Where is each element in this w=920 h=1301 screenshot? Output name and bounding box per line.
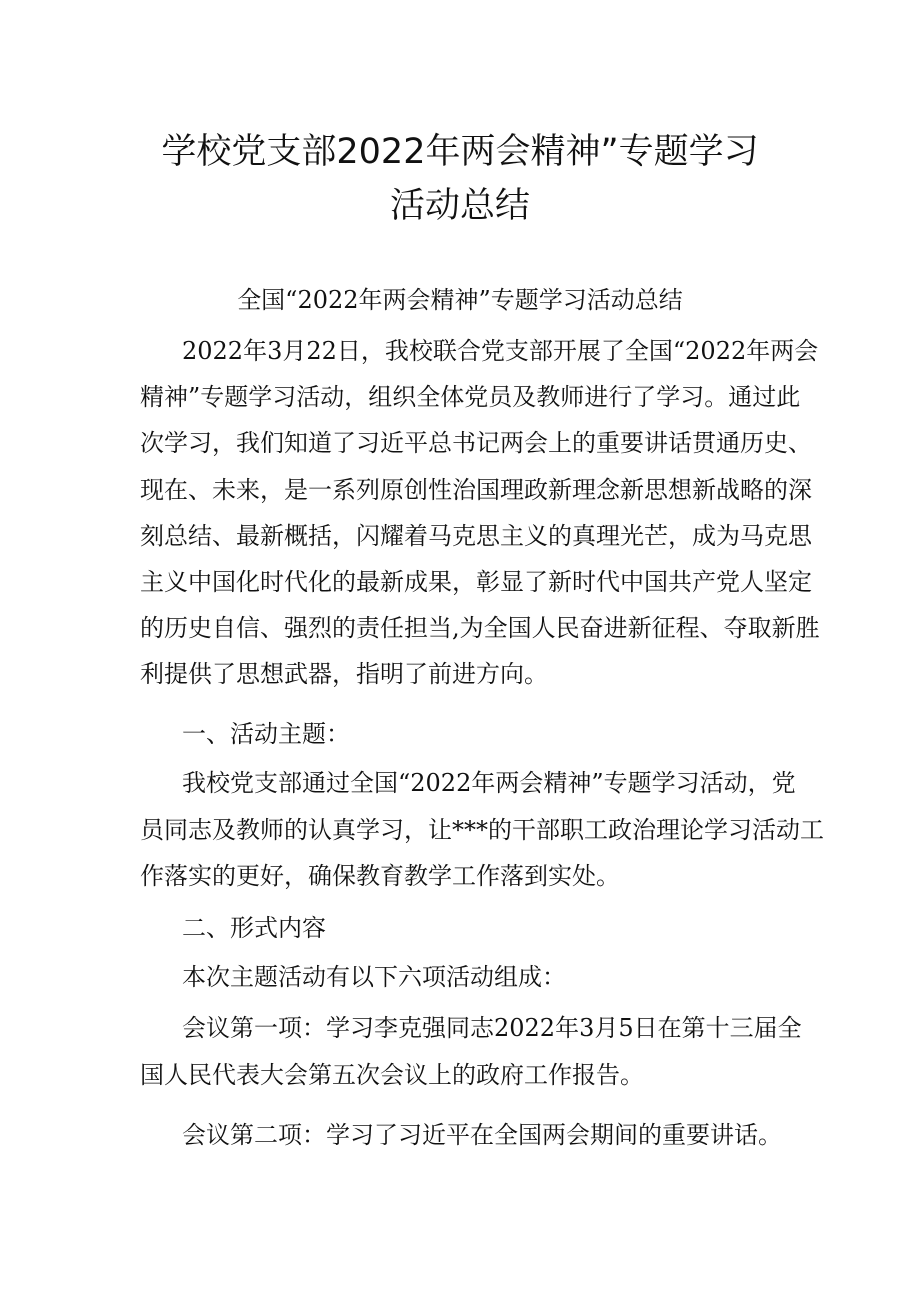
paragraph-5: 会议第二项：学习了习近平在全国两会期间的重要讲话。 <box>182 1121 782 1149</box>
paragraph-2-line-3: 作落实的更好，确保教育教学工作落到实处。 <box>140 862 620 890</box>
paragraph-1-line-1: 2022年3月22日，我校联合党支部开展了全国“2022年两会 <box>182 337 819 365</box>
section-heading-1: 一、活动主题： <box>182 720 350 748</box>
paragraph-2-line-1: 我校党支部通过全国“2022年两会精神”专题学习活动，党 <box>182 769 796 797</box>
paragraph-4-line-2: 国人民代表大会第五次会议上的政府工作报告。 <box>140 1061 644 1089</box>
paragraph-2-line-2: 员同志及教师的认真学习，让***的干部职工政治理论学习活动工 <box>140 816 824 844</box>
paragraph-1-line-3: 次学习，我们知道了习近平总书记两会上的重要讲话贯通历史、 <box>140 429 812 457</box>
document-title-line-1: 学校党支部2022年两会精神”专题学习 <box>161 132 759 172</box>
section-heading-2: 二、形式内容 <box>182 914 326 942</box>
paragraph-1-line-8: 利提供了思想武器，指明了前进方向。 <box>140 660 548 688</box>
paragraph-1-line-5: 刻总结、最新概括，闪耀着马克思主义的真理光芒，成为马克思 <box>140 522 812 550</box>
paragraph-1-line-6: 主义中国化时代化的最新成果，彰显了新时代中国共产党人坚定 <box>140 568 812 596</box>
document-subtitle: 全国“2022年两会精神”专题学习活动总结 <box>237 286 683 314</box>
paragraph-1-line-2: 精神”专题学习活动，组织全体党员及教师进行了学习。通过此 <box>140 383 801 411</box>
paragraph-1-line-7: 的历史自信、强烈的责任担当,为全国人民奋进新征程、夺取新胜 <box>140 614 820 642</box>
paragraph-4-line-1: 会议第一项：学习李克强同志2022年3月5日在第十三届全 <box>182 1014 802 1042</box>
paragraph-3: 本次主题活动有以下六项活动组成： <box>182 963 566 991</box>
paragraph-1-line-4: 现在、未来，是一系列原创性治国理政新理念新思想新战略的深 <box>140 476 812 504</box>
document-title-line-2: 活动总结 <box>389 186 530 226</box>
